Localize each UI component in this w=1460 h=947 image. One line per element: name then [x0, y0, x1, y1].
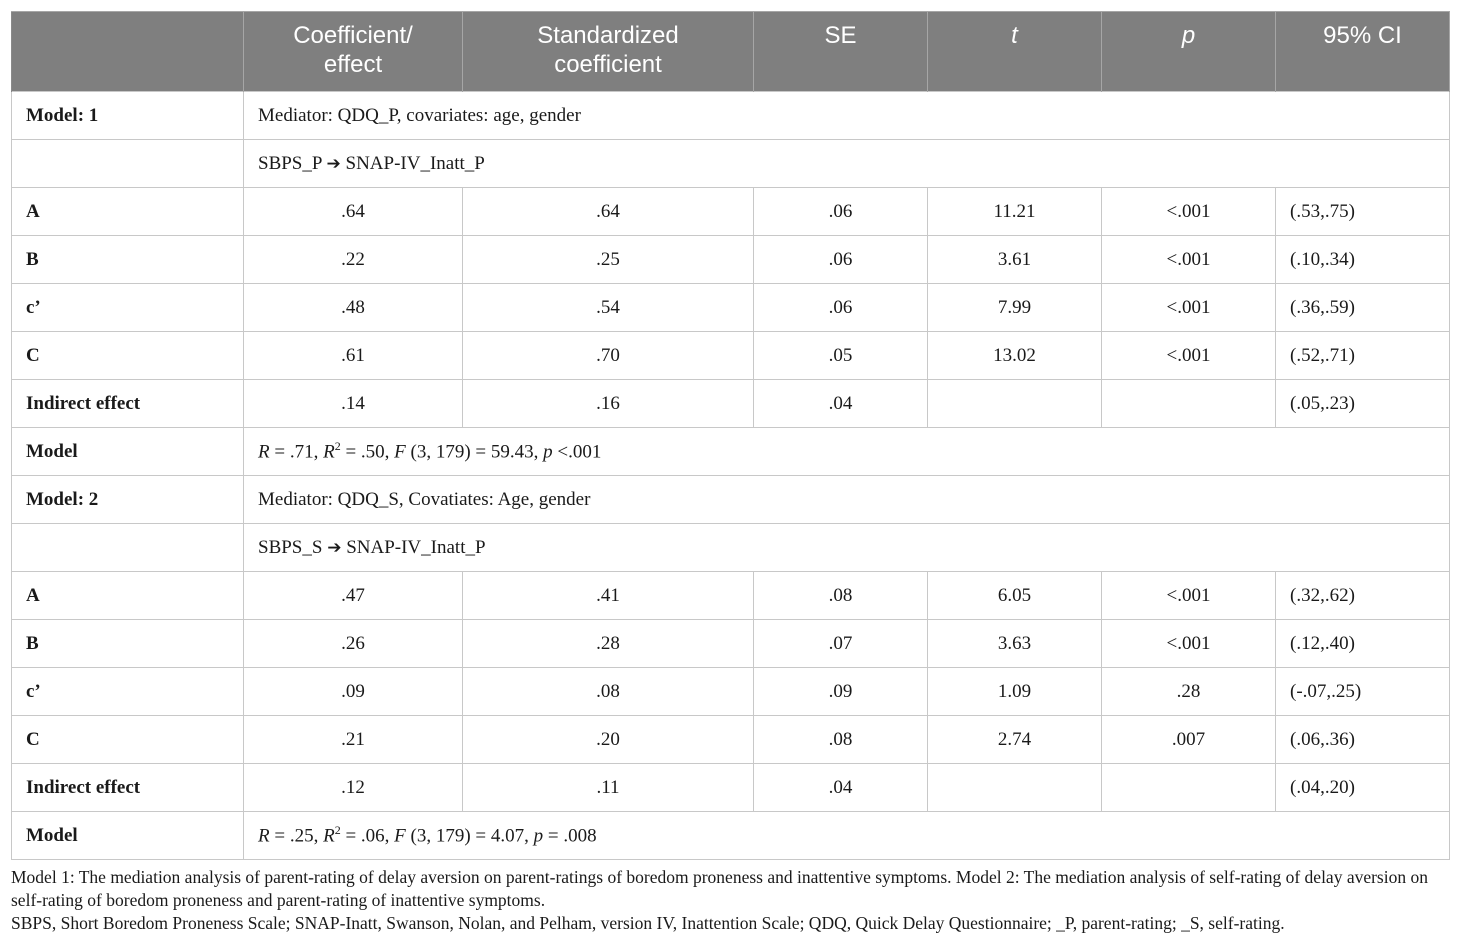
p-cell: .007: [1102, 716, 1276, 764]
p-cell: <.001: [1102, 284, 1276, 332]
coef-cell: .22: [244, 236, 463, 284]
model1-row-indirect: [12, 380, 1450, 428]
se-cell: .09: [754, 668, 928, 716]
p-cell: <.001: [1102, 332, 1276, 380]
ci-cell: (.06,.36): [1276, 716, 1450, 764]
t-cell: 1.09: [928, 668, 1102, 716]
coef-cell: .09: [244, 668, 463, 716]
header-p: p: [1102, 12, 1276, 92]
model2-path-row: [12, 524, 1450, 572]
ci-cell: (.12,.40): [1276, 620, 1450, 668]
coef-cell: .26: [244, 620, 463, 668]
model1-stats: R = .71, $R^2 = .50$, F (3, 179) = 59.43, p <.001: [244, 428, 1450, 476]
ci-cell: (.53,.75): [1276, 188, 1450, 236]
se-cell: .08: [754, 572, 928, 620]
model1-row-c: [12, 332, 1450, 380]
model2-path: SBPS_S ➔ SNAP-IV_Inatt_P: [244, 524, 1450, 572]
se-cell: .04: [754, 380, 928, 428]
row-label: C: [12, 716, 244, 764]
header-t: t: [928, 12, 1102, 92]
model1-row-c-prime: [12, 284, 1450, 332]
p-cell: [1102, 764, 1276, 812]
header-blank: [12, 12, 244, 92]
coef-cell: .48: [244, 284, 463, 332]
model2-label: Model: 2: [12, 476, 244, 524]
ci-cell: (.10,.34): [1276, 236, 1450, 284]
p-cell: [1102, 380, 1276, 428]
arrow-right-icon: ➔: [326, 153, 341, 174]
model2-stats-label: Model: [12, 812, 244, 860]
model2-row-b: [12, 620, 1450, 668]
t-cell: 7.99: [928, 284, 1102, 332]
t-cell: 3.63: [928, 620, 1102, 668]
se-cell: .04: [754, 764, 928, 812]
table-footnotes: [11, 866, 1451, 935]
t-cell: [928, 764, 1102, 812]
t-cell: 11.21: [928, 188, 1102, 236]
row-label: A: [12, 188, 244, 236]
t-cell: 3.61: [928, 236, 1102, 284]
std-cell: .08: [463, 668, 754, 716]
se-cell: .06: [754, 284, 928, 332]
ci-cell: (.36,.59): [1276, 284, 1450, 332]
p-cell: <.001: [1102, 620, 1276, 668]
ci-cell: (.05,.23): [1276, 380, 1450, 428]
t-cell: 13.02: [928, 332, 1102, 380]
ci-cell: (.04,.20): [1276, 764, 1450, 812]
model2-header-row: [12, 476, 1450, 524]
coef-cell: .12: [244, 764, 463, 812]
model1-path: SBPS_P ➔ SNAP-IV_Inatt_P: [244, 140, 1450, 188]
t-cell: 2.74: [928, 716, 1102, 764]
row-label: B: [12, 236, 244, 284]
header-ci: 95% CI: [1276, 12, 1450, 92]
se-cell: .05: [754, 332, 928, 380]
arrow-right-icon: ➔: [327, 537, 342, 558]
mediation-table: [11, 11, 1450, 860]
model1-stats-label: Model: [12, 428, 244, 476]
row-label: c’: [12, 284, 244, 332]
coef-cell: .21: [244, 716, 463, 764]
coef-cell: .61: [244, 332, 463, 380]
std-cell: .54: [463, 284, 754, 332]
model2-stats: R = .25, $R^2 = .06$, F (3, 179) = 4.07, p = .008: [244, 812, 1450, 860]
t-cell: [928, 380, 1102, 428]
model1-row-a: [12, 188, 1450, 236]
row-label: C: [12, 332, 244, 380]
row-label: Indirect effect: [12, 380, 244, 428]
row-label: B: [12, 620, 244, 668]
model2-row-indirect: [12, 764, 1450, 812]
model2-path-blank: [12, 524, 244, 572]
std-cell: .25: [463, 236, 754, 284]
model1-path-blank: [12, 140, 244, 188]
p-cell: <.001: [1102, 236, 1276, 284]
model2-stats-row: [12, 812, 1450, 860]
model2-mediator: Mediator: QDQ_S, Covatiates: Age, gender: [244, 476, 1450, 524]
model2-row-a: [12, 572, 1450, 620]
model1-path-row: [12, 140, 1450, 188]
std-cell: .41: [463, 572, 754, 620]
se-cell: .06: [754, 236, 928, 284]
footnote-abbreviations: SBPS, Short Boredom Proneness Scale; SNAP-Inatt, Swanson, Nolan, and Pelham, version IV, Inattention Scale; QDQ, Quick Delay Questionnaire; _P, parent-rating; _S, self-rating.: [11, 913, 1285, 933]
header-standardized: Standardized coefficient: [463, 12, 754, 92]
model1-label: Model: 1: [12, 92, 244, 140]
header-se: SE: [754, 12, 928, 92]
coef-cell: .47: [244, 572, 463, 620]
coef-cell: .64: [244, 188, 463, 236]
se-cell: .07: [754, 620, 928, 668]
ci-cell: (.52,.71): [1276, 332, 1450, 380]
std-cell: .64: [463, 188, 754, 236]
row-label: Indirect effect: [12, 764, 244, 812]
std-cell: .11: [463, 764, 754, 812]
se-cell: .06: [754, 188, 928, 236]
p-cell: <.001: [1102, 188, 1276, 236]
std-cell: .20: [463, 716, 754, 764]
std-cell: .16: [463, 380, 754, 428]
model1-row-b: [12, 236, 1450, 284]
p-cell: .28: [1102, 668, 1276, 716]
model2-row-c-prime: [12, 668, 1450, 716]
t-cell: 6.05: [928, 572, 1102, 620]
model2-row-c: [12, 716, 1450, 764]
coef-cell: .14: [244, 380, 463, 428]
mediation-table-container: [11, 11, 1449, 860]
ci-cell: (-.07,.25): [1276, 668, 1450, 716]
model1-header-row: [12, 92, 1450, 140]
model1-stats-row: [12, 428, 1450, 476]
std-cell: .28: [463, 620, 754, 668]
header-row: [12, 12, 1450, 92]
row-label: c’: [12, 668, 244, 716]
row-label: A: [12, 572, 244, 620]
p-cell: <.001: [1102, 572, 1276, 620]
se-cell: .08: [754, 716, 928, 764]
ci-cell: (.32,.62): [1276, 572, 1450, 620]
std-cell: .70: [463, 332, 754, 380]
header-coefficient: Coefficient/ effect: [244, 12, 463, 92]
footnote-models: Model 1: The mediation analysis of parent-rating of delay aversion on parent-ratings of boredom proneness and inattentive symptoms. Model 2: The mediation analysis of self-rating of delay aversion on self-rating of boredom proneness and parent-rating of inattentive symptoms.: [11, 867, 1428, 910]
model1-mediator: Mediator: QDQ_P, covariates: age, gender: [244, 92, 1450, 140]
